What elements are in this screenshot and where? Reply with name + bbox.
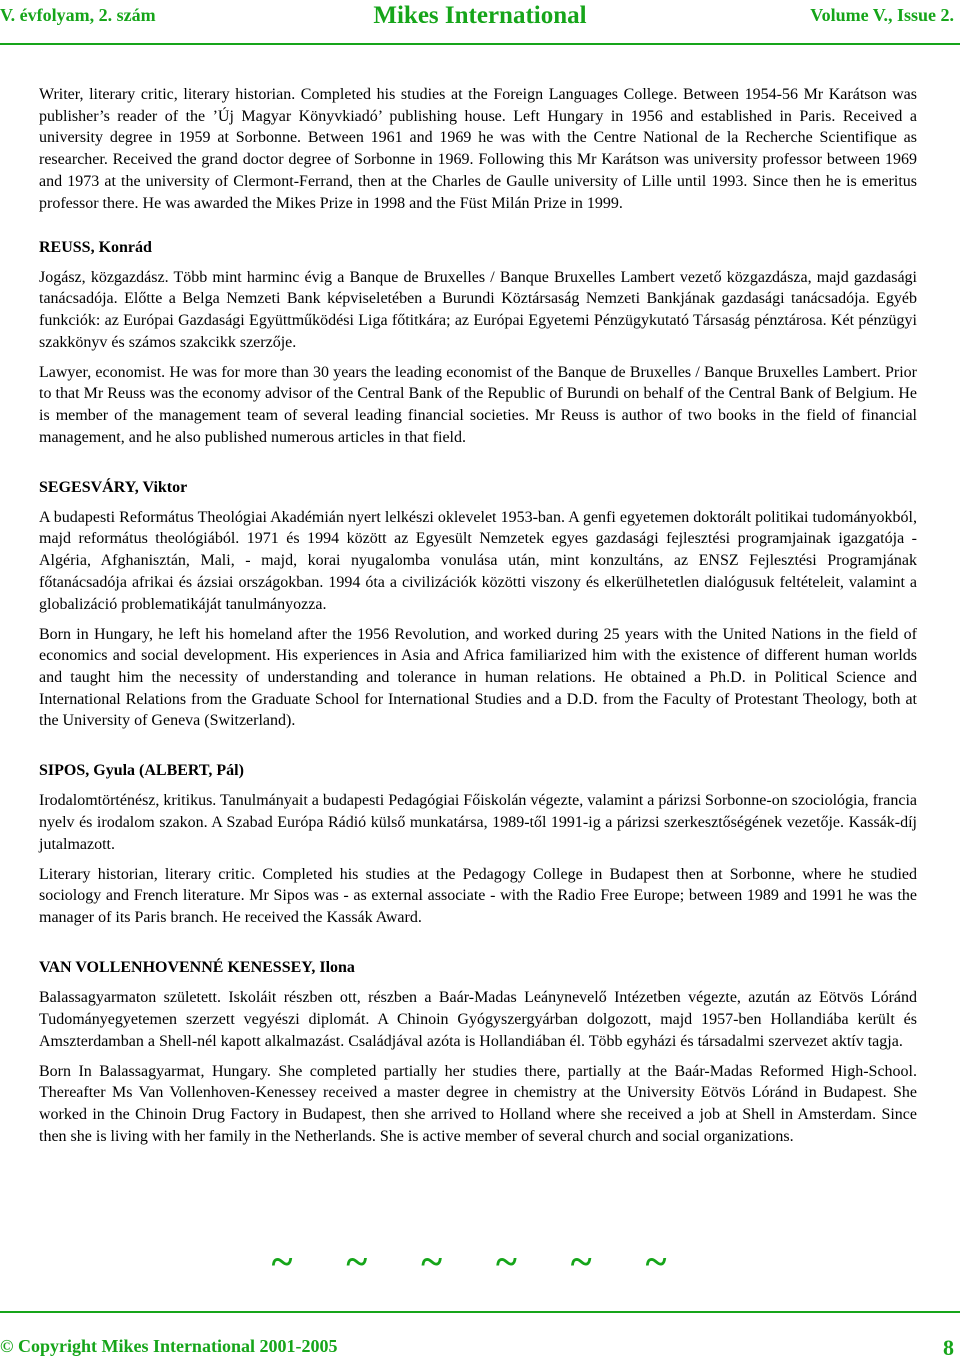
- sipos-name-heading: SIPOS, Gyula (ALBERT, Pál): [39, 762, 244, 780]
- reuss-name-heading: REUSS, Konrád: [39, 238, 152, 256]
- sipos-bio-en: Literary historian, literary critic. Completed his studies at the Pedagogy College in Budapest then at Sorbonne, where he studied sociology and French literature. Mr Sipos was - as external associate - with the Radio Free Europe; between 1989 and 1991 he was the manager of its Paris branch. He received the Kassák Award.: [39, 865, 917, 927]
- reuss-bio-hu: Jogász, közgazdász. Több mint harminc évig a Banque de Bruxelles / Banque Bruxelles Lambert vezető közgazdásza, majd gazdasági tanácsadója. Előtte a Belga Nemzeti Bank képviseletében a Burundi Köztársaság Nemzeti Bankjának gazdasági tanácsadója. Egyéb funkciók: az Európai Gazdasági Együttműködési Liga főtitkára; az Európai Egyetemi Pénzügykutató Társaság pénztárosa. Két pénzügyi szakkönyv és számos szakcikk szerzője.: [39, 268, 917, 351]
- spacer: [39, 457, 917, 477]
- page-header: [0, 0, 960, 36]
- header-volume-en: Volume V., Issue 2.: [810, 5, 954, 25]
- header-journal-title: Mikes International: [373, 2, 587, 29]
- article-body: [39, 84, 917, 1156]
- spacer: [39, 937, 917, 957]
- footer-divider: [0, 1311, 960, 1313]
- footer-copyright: © Copyright Mikes International 2001-2005: [0, 1336, 338, 1356]
- segesvary-bio-en: Born in Hungary, he left his homeland after the 1956 Revolution, and worked during 25 years with the United Nations in the field of economics and social development. His experiences in Asia and Africa familiarized him with the existence of different human worlds and taught him the necessity of understanding and tolerance in human relations. He obtained a Ph.D. in Political Science and International Relations from the Graduate School for International Studies and a D.D. from the Faculty of Protestant Theology, both at the University of Geneva (Switzerland).: [39, 625, 917, 730]
- segesvary-name-heading: SEGESVÁRY, Viktor: [39, 478, 188, 496]
- header-divider: [0, 43, 960, 45]
- header-volume-hu: V. évfolyam, 2. szám: [0, 5, 156, 25]
- page-number: 8: [943, 1335, 954, 1360]
- vollenhoven-bio-hu: Balassagyarmaton született. Iskoláit részben ott, részben a Baár-Madas Leánynevelő Intézetben végezte, azután az Eötvös Lóránd Tudományegyetemen szerzett vegyészi diplomát. A Chinoin Gyógyszergyárban dolgozott, majd 1957-ben Hollandiába került és Amszterdamban a Shell-nél kapott alkalmazást. Családjával azóta is Hollandiában él. Több egyházi és társadalmi szervezet aktív tagja.: [39, 989, 917, 1050]
- spacer: [39, 223, 917, 237]
- spacer: [39, 740, 917, 760]
- reuss-bio-en: Lawyer, economist. He was for more than 30 years the leading economist of the Banque de Bruxelles / Banque Bruxelles Lambert. Prior to that Mr Reuss was the economy advisor of the Central Bank of the Republic of Burundi on behalf of the Central Bank of Belgium. He is member of the management team of several leading financial societies. Mr Reuss is author of two books in the field of financial management, and he also published numerous articles in that field.: [39, 363, 917, 446]
- vollenhoven-bio-en: Born In Balassagyarmat, Hungary. She completed partially her studies there, partially at the Baár-Madas Reformed High-School. Thereafter Ms Van Vollenhoven-Kenessey received a master degree in chemistry at the University Eötvös Lóránd in Budapest. She worked in the Chinoin Drug Factory in Budapest, then she arrived to Holland where she received a job at Shell in Amsterdam. Since then she is living with her family in the Netherlands. She is active member of several church and social organizations.: [39, 1062, 917, 1145]
- vollenhoven-name-heading: VAN VOLLENHOVENNÉ KENESSEY, Ilona: [39, 959, 355, 977]
- section-end-ornament: ~ ~ ~ ~ ~ ~: [271, 1239, 689, 1284]
- sipos-bio-hu: Irodalomtörténész, kritikus. Tanulmányait a budapesti Pedagógiai Főiskolán végezte, valamint a párizsi Sorbonne-on szociológia, francia nyelv és irodalom szakon. A Szabad Európa Rádió külső munkatársa, 1989-től 1991-ig a párizsi szerkesztőségének vezetője. Kassák-díj jutalmazott.: [39, 792, 917, 853]
- segesvary-bio-hu: A budapesti Református Theológiai Akadémián nyert lelkészi oklevelet 1953-ban. A genfi egyetemen doktorált politikai tudományokból, majd református theológiából. 1971 és 1994 között az Egyesült Nemzetek egyes gazdasági fejlesztési programjainak igazgatója - Algéria, Afghanisztán, Mali, - majd, korai nyugalomba vonulása után, mint konzultáns, az ENSZ Fejlesztési Programjának főtanácsadója afrikai és ázsiai országokban. 1994 óta a civilizációk közötti viszony és elkerülhetetlen dialógusuk feltételeit, valamint a globalizáció problematikáját tanulmányozza.: [39, 508, 917, 613]
- karatson-bio-en: Writer, literary critic, literary historian. Completed his studies at the Foreign Languages College. Between 1954-56 Mr Karátson was publisher’s reader of the ’Új Magyar Könyvkiadó’ publishing house. Left Hungary in 1956 and established in Paris. Received a university degree in 1959 at Sorbonne. Between 1961 and 1969 he was with the Centre National de la Recherche Scientifique as researcher. Received the grand doctor degree of Sorbonne in 1969. Following this Mr Karátson was university professor between 1969 and 1973 at the university of Clermont-Ferrand, then at the Charles de Gaulle university of Lille until 1993. Since then he is emeritus professor there. He was awarded the Mikes Prize in 1998 and the Füst Milán Prize in 1999.: [39, 86, 917, 212]
